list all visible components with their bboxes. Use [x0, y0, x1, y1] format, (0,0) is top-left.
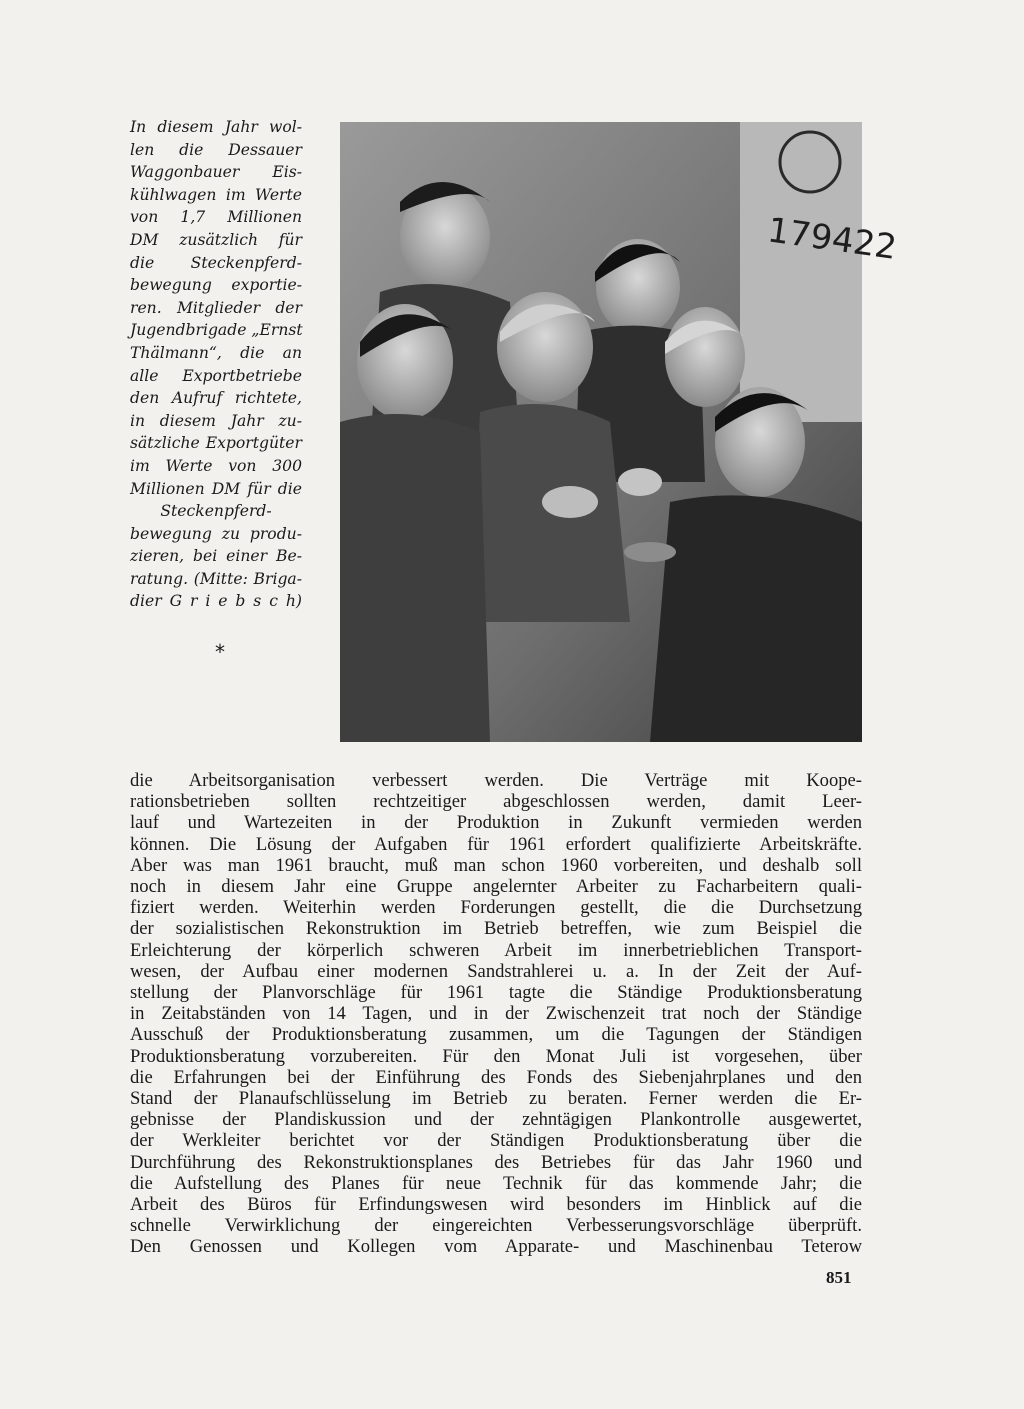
caption-line: ratung. (Mitte: Briga- [130, 569, 302, 588]
caption-line: Jugendbrigade „Ernst [130, 321, 303, 340]
caption-line: im Werte von 300 [130, 456, 302, 475]
body-line: Erleichterung der körperlich schweren Arbeit im innerbetrieblichen Transport- [130, 939, 862, 961]
body-line: Arbeit des Büros für Erfindungswesen wird besonders im Hinblick auf die [130, 1194, 862, 1216]
body-line: lauf und Wartezeiten in der Produktion in Zukunft vermieden werden [130, 812, 862, 834]
caption-line: DM zusätzlich für [130, 230, 302, 249]
caption-line: ren. Mitglieder der [130, 298, 302, 317]
body-line: schnelle Verwirklichung der eingereichten Verbesserungsvorschläge überprüft. [130, 1215, 862, 1237]
body-line: Stand der Planaufschlüsselung im Betrieb zu beraten. Ferner werden die Er- [130, 1088, 862, 1110]
body-line: können. Die Lösung der Aufgaben für 1961 erfordert qualifizierte Arbeitskräfte. [130, 833, 862, 855]
body-text [130, 770, 862, 1258]
body-line: gebnisse der Plandiskussion und der zehntägigen Plankontrolle ausgewertet, [130, 1109, 862, 1131]
caption-line: len die Dessauer [130, 140, 302, 159]
caption-line: Steckenpferd- [160, 502, 272, 521]
caption-line: Waggonbauer Eis- [130, 163, 302, 182]
body-line: rationsbetrieben sollten rechtzeitiger abgeschlossen werden, damit Leer- [130, 791, 862, 813]
body-line: fiziert werden. Weiterhin werden Forderungen gestellt, die die Durchsetzung [130, 897, 862, 919]
body-line: Durchführung des Rekonstruktionsplanes des Betriebes für das Jahr 1960 und [130, 1151, 862, 1173]
body-line: in Zeitabständen von 14 Tagen, und in der Zwischenzeit trat noch der Ständige [130, 1003, 862, 1025]
body-line: Ausschuß der Produktionsberatung zusammen, um die Tagungen der Ständigen [130, 1024, 862, 1046]
body-line: die Arbeitsorganisation verbessert werden. Die Verträge mit Koope- [130, 770, 862, 791]
caption-line: alle Exportbetriebe [130, 366, 302, 385]
caption-line: kühlwagen im Werte [130, 185, 302, 204]
caption-line: von 1,7 Millionen [130, 208, 302, 227]
body-line: Aber was man 1961 braucht, muß man schon 1960 vorbereiten, und deshalb soll [130, 854, 862, 876]
body-line: der sozialistischen Rekonstruktion im Betrieb betreffen, wie zum Beispiel die [130, 918, 862, 940]
caption-line: bewegung exportie- [130, 276, 302, 295]
caption-line: bewegung zu produ- [130, 524, 302, 543]
caption-line: dier G r i e b s c h) [130, 592, 302, 611]
caption-line: in diesem Jahr zu- [130, 411, 302, 430]
body-line: die Erfahrungen bei der Einführung des Fonds des Siebenjahrplanes und den [130, 1066, 862, 1088]
body-line: wesen, der Aufbau einer modernen Sandstrahlerei u. a. In der Zeit der Auf- [130, 960, 862, 982]
separator-star: * [215, 640, 225, 664]
body-line: Produktionsberatung vorzubereiten. Für den Monat Juli ist vorgesehen, über [130, 1045, 862, 1067]
caption-line: die Steckenpferd- [130, 253, 302, 272]
photo-caption [130, 116, 302, 613]
wagon-number: 179422 [765, 210, 900, 268]
caption-line: den Aufruf richtete, [130, 389, 302, 408]
body-line: der Werkleiter berichtet vor der Ständigen Produktionsberatung über die [130, 1130, 862, 1152]
body-line: Den Genossen und Kollegen vom Apparate- und Maschinenbau Teterow [130, 1236, 862, 1258]
body-line: die Aufstellung des Planes für neue Technik für das kommende Jahr; die [130, 1172, 862, 1194]
caption-line: sätzliche Exportgüter [130, 434, 302, 453]
caption-line: In diesem Jahr wol- [130, 118, 302, 136]
body-line: stellung der Planvorschläge für 1961 tagte die Ständige Produktionsberatung [130, 982, 862, 1004]
body-line: noch in diesem Jahr eine Gruppe angelernter Arbeiter zu Facharbeitern quali- [130, 876, 862, 898]
caption-line: Thälmann“, die an [130, 343, 302, 362]
caption-line: zieren, bei einer Be- [130, 547, 302, 566]
caption-line: Millionen DM für die [130, 479, 302, 498]
group-photo [340, 122, 900, 742]
page-number: 851 [826, 1268, 852, 1287]
